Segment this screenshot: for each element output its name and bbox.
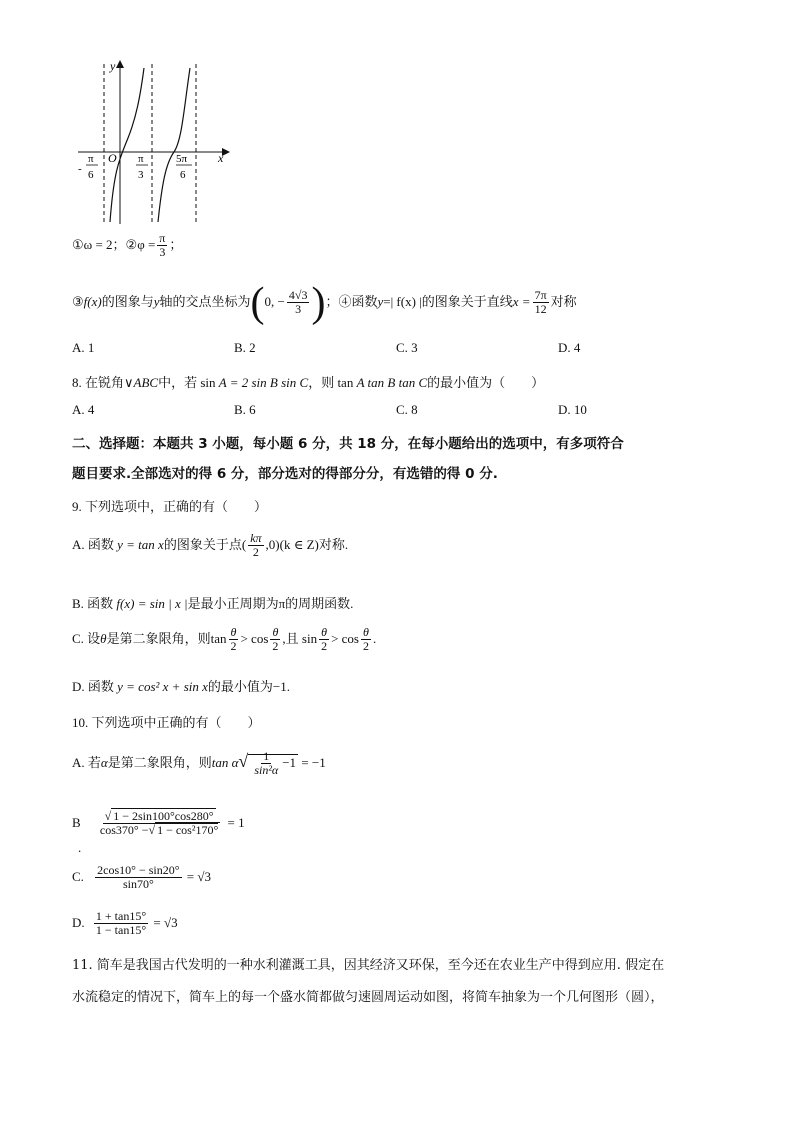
q10-stem: 10. 下列选项中正确的有（ ） — [72, 715, 261, 730]
q8-option-d[interactable]: D. 10 — [558, 402, 587, 417]
q9-stem: 9. 下列选项中，正确的有（ ） — [72, 499, 268, 514]
q10-option-b-dot: . — [78, 840, 82, 855]
tick-neg-sign: - — [78, 163, 82, 175]
y-axis-arrow — [116, 60, 124, 68]
tick-5pi6-num: 5π — [176, 153, 188, 165]
q8-stem: 8. 在锐角∨ABC中，若 sin A = 2 sin B sin C，则 tan A tan B tan C的最小值为（ ） — [72, 375, 545, 390]
q10-option-b[interactable]: B $\frac{√ 1 - 2\sin 100^\circ\cos 280^\circ}{\text{cos370° −√ 1 − cos²170°}}$ = 1 — [72, 809, 245, 838]
tick-neg-pi6-num: π — [88, 153, 94, 165]
q7-option-c[interactable]: C. 3 — [396, 340, 418, 355]
q10-option-c[interactable]: C. $\frac{2\cos 10^\circ - \sin 20^\circ}{\sin 70^\circ}$ = √3 — [72, 863, 212, 892]
q11-line-1: 11. 简车是我国古代发明的一种水利灌溉工具，因其经济又环保，至今还在农业生产中得到应用. 假定在 — [72, 958, 665, 973]
q7-stmt-1-2: ①ω = 2；②φ = $\frac{\pi}{3}$ ； — [72, 231, 183, 260]
q8-option-b[interactable]: B. 6 — [234, 402, 256, 417]
q7-option-b[interactable]: B. 2 — [234, 340, 256, 355]
tick-neg-pi6-den: 6 — [88, 169, 94, 181]
q11-line-2: 水流稳定的情况下，简车上的每一个盛水简都做匀速圆周运动如图，将简车抽象为一个几何图形（圆）， — [72, 990, 664, 1005]
q7-option-d[interactable]: D. 4 — [558, 340, 581, 355]
tick-pi3-den: 3 — [138, 169, 144, 181]
q8-option-a[interactable]: A. 4 — [72, 402, 95, 417]
section-2-line-1: 二、选择题：本题共 3 小题，每小题 6 分，共 18 分，在每小题给出的选项中，有多项符合 — [72, 436, 624, 452]
q10-option-a[interactable]: A. 若α是第二象限角，则tan α√ $\frac{1}{\text{sin²α}}$ −1 = −1 — [72, 749, 326, 778]
tick-5pi6-den: 6 — [180, 169, 186, 181]
tangent-graph — [70, 58, 240, 228]
q10-option-d[interactable]: D. $\frac{1 + \tan 15^\circ}{1 - \tan 15^\circ}$ = √3 — [72, 909, 178, 938]
q7-stmt-3-4: ③f(x)的图象与y轴的交点坐标为(0, − $\frac{4√3}{3}$ )；④函数y=| f(x) |的图象关于直线x = $\frac{7\pi}{12}$ 对称 — [72, 280, 577, 326]
origin-label: O — [108, 151, 117, 165]
y-axis-label: y — [110, 59, 116, 73]
q7-option-a[interactable]: A. 1 — [72, 340, 95, 355]
q9-option-b[interactable]: B. 函数 f(x) = sin | x |是最小正周期为π的周期函数. — [72, 596, 354, 611]
q9-option-a[interactable]: A. 函数 y = tan x的图象关于点( $\frac{k\pi}{2}$ ,0)(k ∈ Z)对称. — [72, 531, 349, 560]
x-axis-label: x — [218, 151, 224, 165]
tangent-branch-1 — [110, 68, 144, 222]
tangent-branch-2 — [158, 68, 190, 222]
section-2-line-2: 题目要求.全部选对的得 6 分，部分选对的得部分分，有选错的得 0 分. — [72, 466, 498, 482]
tick-pi3-num: π — [138, 153, 144, 165]
q9-option-d[interactable]: D. 函数 y = cos² x + sin x的最小值为−1. — [72, 679, 291, 694]
q8-option-c[interactable]: C. 8 — [396, 402, 418, 417]
q9-option-c[interactable]: C. 设θ是第二象限角，则tan $\frac{\theta}{2}$ > cos $\frac{\theta}{2}$ ,且 sin $\frac{\theta}{2}$ > cos $\frac{\theta}{2}$ . — [72, 625, 377, 654]
